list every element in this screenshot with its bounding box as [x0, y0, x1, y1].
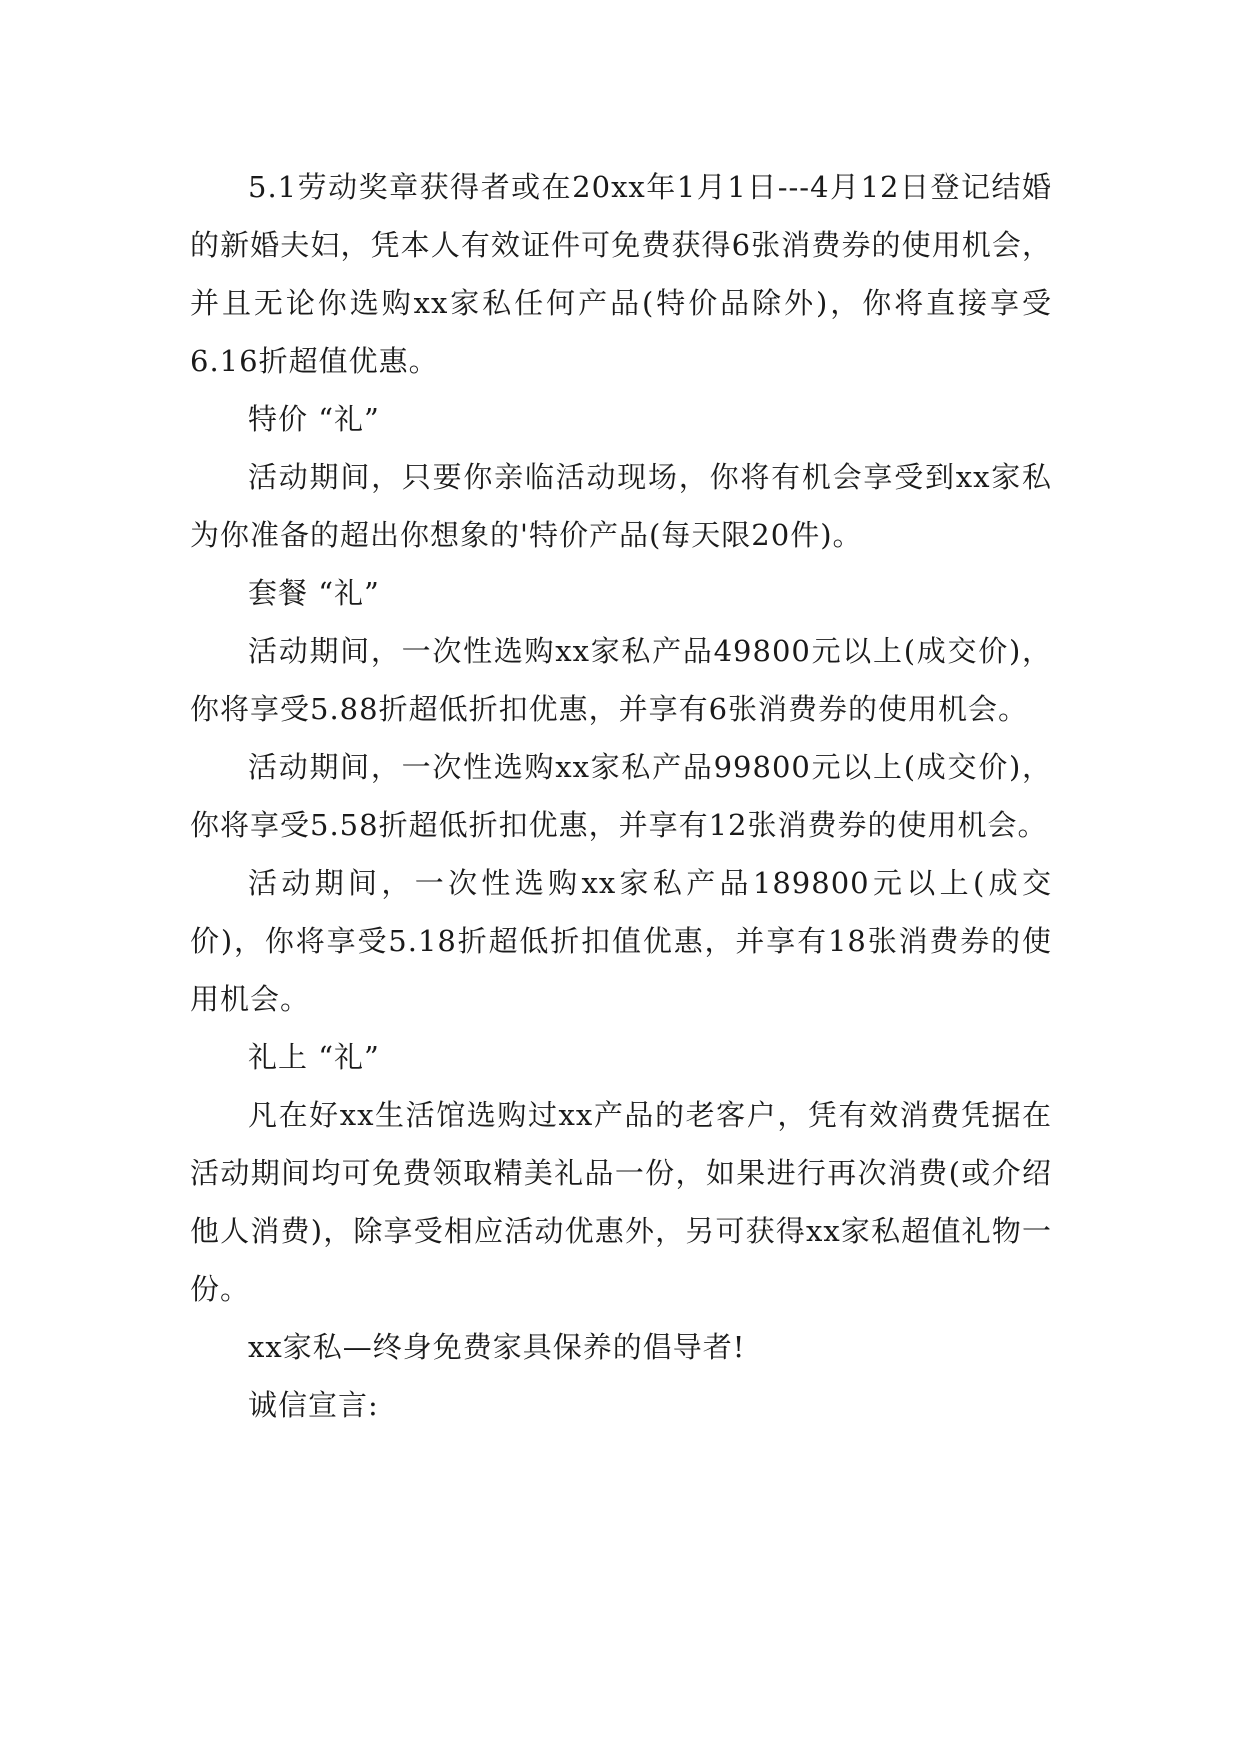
heading-integrity-declaration: 诚信宣言:	[248, 1388, 379, 1422]
paragraph-returning-customers: 凡在好xx生活馆选购过xx产品的老客户，凭有效消费凭据在活动期间均可免费领取精美礼品一份，如果进行再次消费(或介绍他人消费)，除享受相应活动优惠外，另可获得xx家私超值礼物一份。	[190, 1098, 1052, 1306]
document-body	[190, 158, 1052, 1434]
heading-special-price-gift: 特价 “礼”	[248, 402, 380, 436]
heading-extra-gift: 礼上 “礼”	[248, 1040, 380, 1074]
paragraph-labor-medal-offer: 5.1劳动奖章获得者或在20xx年1月1日---4月12日登记结婚的新婚夫妇，凭本人有效证件可免费获得6张消费券的使用机会，并且无论你选购xx家私任何产品(特价品除外)，你将直接享受6.16折超值优惠。	[190, 170, 1052, 378]
paragraph-package-99800: 活动期间，一次性选购xx家私产品99800元以上(成交价)，你将享受5.58折超低折扣优惠，并享有12张消费券的使用机会。	[190, 750, 1052, 842]
heading-package-gift: 套餐 “礼”	[248, 576, 380, 610]
paragraph-package-189800: 活动期间，一次性选购xx家私产品189800元以上(成交价)，你将享受5.18折超低折扣值优惠，并享有18张消费券的使用机会。	[190, 866, 1052, 1016]
paragraph-special-price-products: 活动期间，只要你亲临活动现场，你将有机会享受到xx家私为你准备的超出你想象的'特价产品(每天限20件)。	[190, 460, 1052, 552]
paragraph-package-49800: 活动期间，一次性选购xx家私产品49800元以上(成交价)，你将享受5.88折超低折扣优惠，并享有6张消费券的使用机会。	[190, 634, 1052, 726]
paragraph-slogan: xx家私—终身免费家具保养的倡导者!	[248, 1330, 746, 1364]
